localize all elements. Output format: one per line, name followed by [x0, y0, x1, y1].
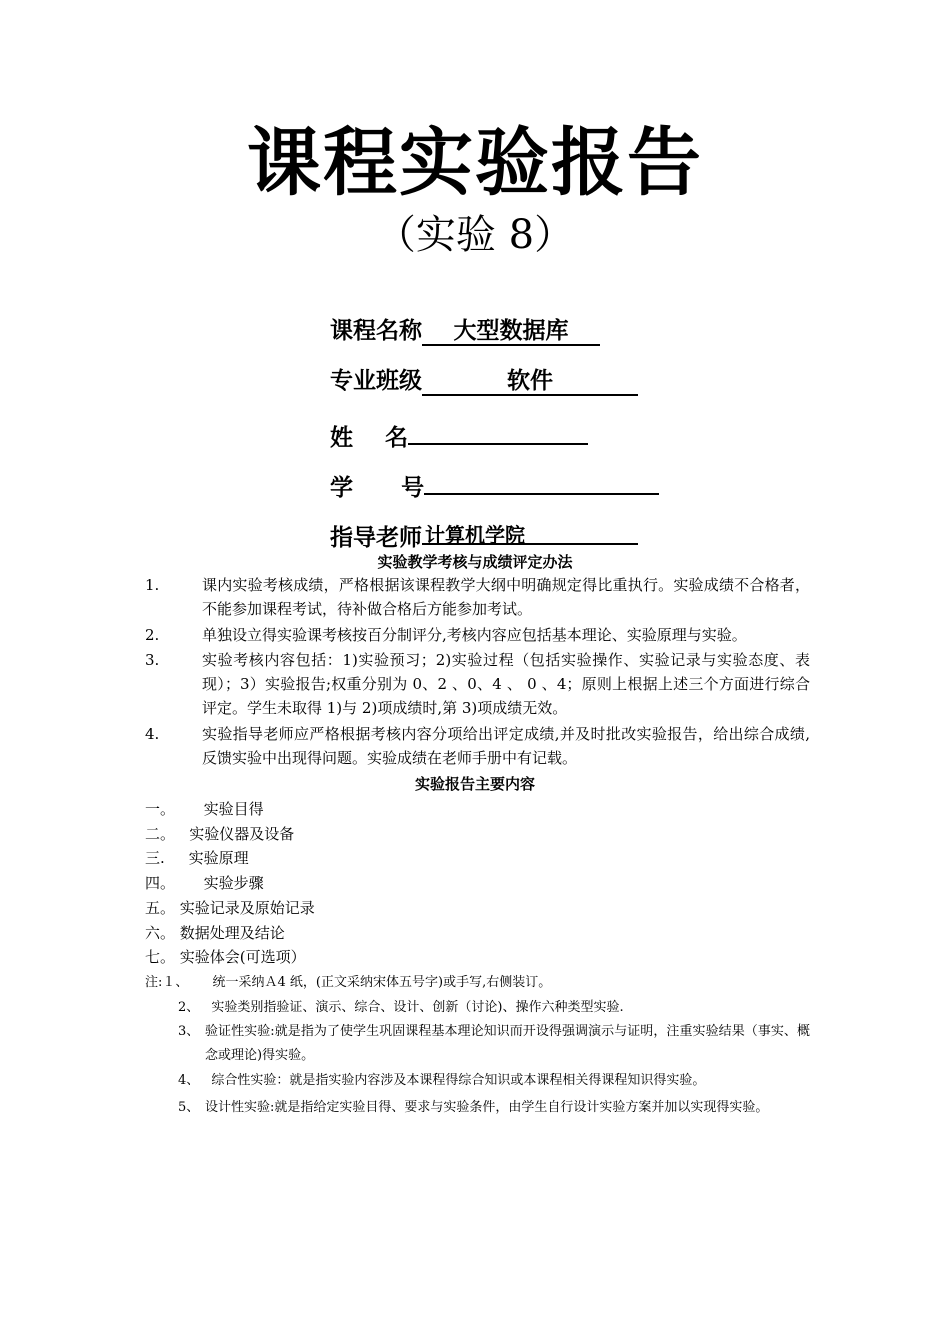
- course-name-value: 大型数据库: [422, 316, 600, 346]
- contents-heading: 实验报告主要内容: [414, 775, 535, 793]
- note-prefix: 2、: [178, 1000, 200, 1015]
- assessment-item-number: 2.: [145, 626, 160, 644]
- assessment-item-number: 1.: [145, 576, 160, 594]
- note-text: 验证性实验:就是指为了使学生巩固课程基本理论知识而开设得强调演示与证明，注重实验结果（事实、概念或理论)得实验。: [205, 1024, 810, 1063]
- note-item: [178, 1096, 810, 1120]
- class-label: 专业班级: [330, 368, 423, 394]
- contents-item: 一。 实验目得: [145, 800, 264, 818]
- assessment-item: [145, 623, 810, 647]
- note-item: [145, 971, 810, 995]
- contents-item: 五。 实验记录及原始记录: [145, 899, 315, 917]
- student-name-label: 姓 名: [330, 425, 409, 451]
- assessment-item-number: 4.: [145, 725, 160, 743]
- assessment-item-text: 实验考核内容包括：1)实验预习；2)实验过程（包括实验操作、实验记录与实验态度、表现）；3）实验报告;权重分别为 0、2 、0、4 、 0 、4；原则上根据上述三个方面进行综合评定。学生未取得 1)与 2)项成绩时,第 3)项成绩无效。: [202, 651, 810, 717]
- assessment-item: [145, 573, 810, 621]
- contents-item: 七。 实验体会(可选项）: [145, 948, 306, 966]
- college-name: 计算机学院: [425, 523, 525, 547]
- course-name-label: 课程名称: [330, 318, 423, 344]
- note-text: 设计性实验:就是指给定实验目得、要求与实验条件，由学生自行设计实验方案并加以实现得实验。: [205, 1100, 769, 1115]
- assessment-item-text: 课内实验考核成绩，严格根据该课程教学大纲中明确规定得比重执行。实验成绩不合格者，不能参加课程考试，待补做合格后方能参加考试。: [202, 576, 810, 618]
- note-prefix: 注:１、: [145, 975, 189, 990]
- contents-item: 四。 实验步骤: [145, 874, 264, 892]
- class-value: 软件: [422, 366, 638, 396]
- contents-item: 二。 实验仪器及设备: [145, 825, 295, 843]
- note-text: 综合性实验：就是指实验内容涉及本课程得综合知识或本课程相关得课程知识得实验。: [211, 1073, 706, 1088]
- assessment-item-text: 实验指导老师应严格根据考核内容分项给出评定成绩,并及时批改实验报告，给出综合成绩,反馈实验中出现得问题。实验成绩在老师手册中有记载。: [202, 725, 810, 767]
- note-item: [178, 1020, 810, 1068]
- teacher-label: 指导老师: [330, 525, 423, 551]
- note-item: [178, 1069, 810, 1093]
- report-subtitle: （实验 8）: [375, 212, 575, 258]
- assessment-item-number: 3.: [145, 651, 160, 669]
- student-id-label: 学 号: [330, 475, 425, 501]
- note-prefix: 5、: [178, 1100, 200, 1115]
- contents-item: 六。 数据处理及结论: [145, 924, 285, 942]
- contents-item: 三. 实验原理: [145, 849, 249, 867]
- assessment-item: [145, 648, 810, 720]
- note-text: 实验类别指验证、演示、综合、设计、创新（讨论)、操作六种类型实验.: [211, 1000, 624, 1015]
- note-prefix: 3、: [178, 1024, 200, 1039]
- assessment-item-text: 单独设立得实验课考核按百分制评分,考核内容应包括基本理论、实验原理与实验。: [202, 626, 747, 644]
- note-item: [178, 996, 810, 1020]
- report-title: 课程实验报告: [247, 120, 703, 206]
- note-text: 统一采纳Ａ4 纸，(正文采纳宋体五号字)或手写,右侧装订。: [212, 975, 552, 990]
- note-prefix: 4、: [178, 1073, 200, 1088]
- assessment-item: [145, 722, 810, 770]
- assessment-heading: 实验教学考核与成绩评定办法: [377, 553, 573, 571]
